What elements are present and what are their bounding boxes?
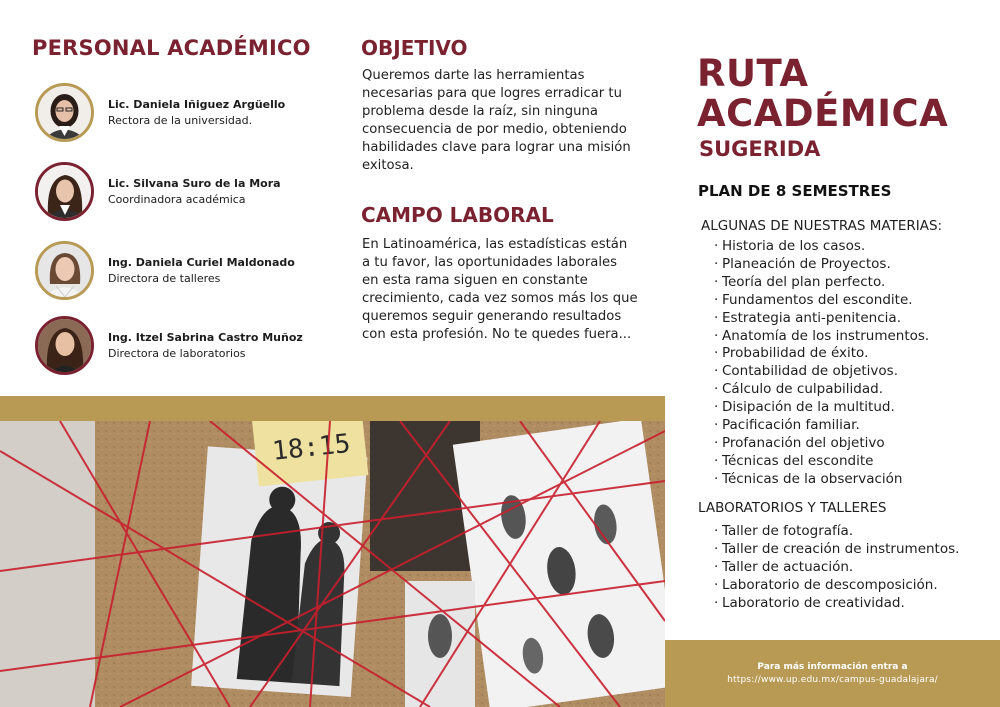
career-text [362, 236, 647, 344]
objective-title: OBJETIVO [361, 36, 468, 60]
bullet-icon: · [714, 558, 719, 575]
note-text: 18:15 [270, 428, 352, 467]
bullet-icon: · [714, 434, 719, 451]
list-item: · Pacificación familiar. [714, 417, 860, 434]
bullet-icon: · [714, 452, 719, 469]
bullet-icon: · [714, 523, 719, 539]
list-item: · Taller de creación de instrumentos. [714, 540, 960, 557]
bullet-icon: · [714, 540, 719, 557]
text-line: crecimiento, cada vez somos más los que [362, 291, 638, 306]
staff-role: Directora de talleres [108, 272, 221, 285]
list-item: · Taller de fotografía. [714, 523, 854, 539]
route-title [697, 54, 948, 134]
bullet-icon: · [714, 363, 719, 380]
footer-text: Para más información entra a [757, 662, 908, 672]
list-item: · Anatomía de los instrumentos. [714, 327, 930, 344]
bullet-icon: · [714, 576, 719, 593]
list-item: · Laboratorio de creatividad. [714, 594, 905, 611]
staff-member [35, 316, 335, 376]
staff-role: Rectora de la universidad. [108, 114, 253, 127]
list-item: · Técnicas de la observación [714, 470, 903, 487]
bullet-icon: · [714, 327, 719, 344]
staff-role: Directora de laboratorios [108, 347, 246, 360]
list-item: · Profanación del objetivo [714, 434, 885, 451]
bullet-icon: · [714, 470, 719, 487]
plan-label: PLAN DE 8 SEMESTRES [698, 182, 892, 200]
staff-name: Ing. Itzel Sabrina Castro Muñoz [108, 331, 303, 344]
list-item: · Historia de los casos. [714, 238, 866, 254]
text-line: consecuencia de por medio, obteniendo [362, 122, 627, 137]
staff-member [35, 241, 335, 301]
bullet-icon: · [714, 309, 719, 326]
list-item: · Contabilidad de objetivos. [714, 363, 899, 380]
staff-section-title: PERSONAL ACADÉMICO [32, 36, 311, 60]
route-title-line: ACADÉMICA [697, 92, 949, 135]
objective-text [362, 67, 647, 175]
text-line: en esta rama siguen en constante [362, 273, 588, 288]
avatar [35, 83, 94, 142]
text-line: necesarias para que logres erradicar tu [362, 86, 622, 101]
staff-name: Ing. Daniela Curiel Maldonado [108, 256, 295, 269]
career-title: CAMPO LABORAL [361, 203, 554, 227]
footer-link[interactable]: https://www.up.edu.mx/campus-guadalajara/ [727, 675, 938, 685]
labs-list [714, 523, 959, 613]
avatar [35, 162, 94, 221]
bullet-icon: · [714, 255, 719, 272]
staff-member [35, 83, 335, 143]
text-line: habilidades clave para lograr una misión [362, 140, 631, 155]
text-line: exitosa. [362, 158, 414, 173]
text-line: En Latinoamérica, las estadísticas están [362, 237, 628, 252]
evidence-board-photo [0, 421, 665, 707]
text-line: con esta profesión. No te quedes fuera... [362, 327, 632, 342]
bullet-icon: · [714, 345, 719, 362]
text-line: problema desde la raíz, sin ninguna [362, 104, 598, 119]
bullet-icon: · [714, 381, 719, 398]
text-line: a tu favor, las oportunidades laborales [362, 255, 618, 270]
staff-member [35, 162, 335, 222]
text-line: Queremos darte las herramientas [362, 68, 585, 83]
list-item: · Planeación de Proyectos. [714, 255, 891, 272]
list-item: · Estrategia anti-penitencia. [714, 309, 901, 326]
staff-name: Lic. Silvana Suro de la Mora [108, 177, 281, 190]
text-line: queremos seguir generando resultados [362, 309, 622, 324]
list-item: · Cálculo de culpabilidad. [714, 381, 883, 398]
staff-role: Coordinadora académica [108, 193, 246, 206]
bullet-icon: · [714, 273, 719, 290]
labs-heading: LABORATORIOS Y TALLERES [698, 500, 887, 516]
list-item: · Laboratorio de descomposición. [714, 576, 938, 593]
avatar [35, 316, 94, 375]
bullet-icon: · [714, 594, 719, 611]
list-item: · Técnicas del escondite [714, 452, 874, 469]
info-footer [665, 640, 1000, 707]
route-title-line: RUTA [697, 52, 809, 95]
list-item: · Taller de actuación. [714, 558, 854, 575]
avatar [35, 241, 94, 300]
bullet-icon: · [714, 417, 719, 434]
list-item: · Fundamentos del escondite. [714, 291, 913, 308]
list-item: · Probabilidad de éxito. [714, 345, 869, 362]
bullet-icon: · [714, 238, 719, 254]
list-item: · Disipación de la multitud. [714, 399, 895, 416]
gold-band [0, 396, 665, 421]
subjects-heading: ALGUNAS DE NUESTRAS MATERIAS: [701, 218, 943, 234]
list-item: · Teoría del plan perfecto. [714, 273, 886, 290]
bullet-icon: · [714, 399, 719, 416]
staff-name: Lic. Daniela Iñiguez Argüello [108, 98, 286, 111]
bullet-icon: · [714, 291, 719, 308]
subjects-list [714, 238, 929, 489]
route-subtitle: SUGERIDA [699, 137, 821, 161]
